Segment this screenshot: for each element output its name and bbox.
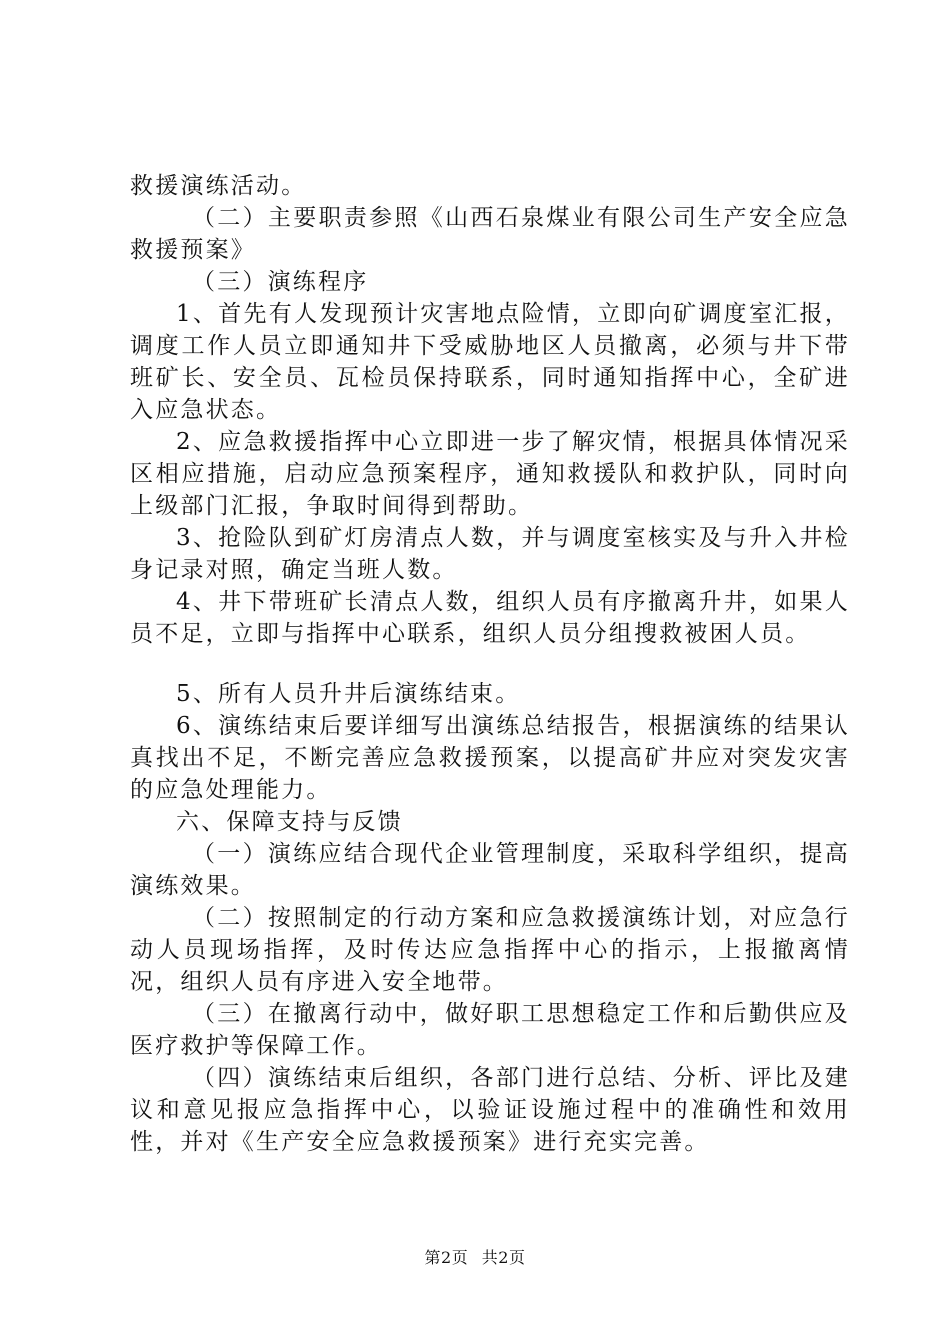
paragraph-step-4: 4、井下带班矿长清点人数，组织人员有序撤离升井，如果人员不足，立即与指挥中心联系，组织人员分组搜救被困人员。: [130, 589, 850, 647]
paragraph-continuation: 救援演练活动。: [130, 173, 307, 199]
page-number: 第2页: [424, 1248, 469, 1267]
paragraph-support-4: （四）演练结束后组织，各部门进行总结、分析、评比及建议和意见报应急指挥中心，以验证设施过程中的准确性和效用性，并对《生产安全应急救援预案》进行充实完善。: [130, 1065, 850, 1155]
paragraph-heading-procedure: （三）演练程序: [192, 269, 369, 295]
paragraph-step-1: 1、首先有人发现预计灾害地点险情，立即向矿调度室汇报，调度工作人员立即通知井下受威胁地区人员撤离，必须与井下带班矿长、安全员、瓦检员保持联系，同时通知指挥中心，全矿进入应急状态。: [130, 301, 850, 423]
page-footer: [0, 1245, 950, 1268]
paragraph-duties: （二）主要职责参照《山西石泉煤业有限公司生产安全应急救援预案》: [130, 205, 850, 263]
paragraph-support-2: （二）按照制定的行动方案和应急救援演练计划，对应急行动人员现场指挥，及时传达应急指挥中心的指示，上报撤离情况，组织人员有序进入安全地带。: [130, 905, 850, 995]
page-total: 共2页: [481, 1248, 526, 1267]
paragraph-support-3: （三）在撤离行动中，做好职工思想稳定工作和后勤供应及医疗救护等保障工作。: [130, 1001, 850, 1059]
paragraph-step-5: 5、所有人员升井后演练结束。: [176, 681, 521, 707]
paragraph-step-2: 2、应急救援指挥中心立即进一步了解灾情，根据具体情况采区相应措施，启动应急预案程序，通知救援队和救护队，同时向上级部门汇报，争取时间得到帮助。: [130, 429, 850, 519]
section-heading-support: 六、保障支持与反馈: [176, 809, 403, 835]
paragraph-step-6: 6、演练结束后要详细写出演练总结报告，根据演练的结果认真找出不足，不断完善应急救援预案，以提高矿井应对突发灾害的应急处理能力。: [130, 713, 850, 803]
paragraph-step-3: 3、抢险队到矿灯房清点人数，并与调度室核实及与升入井检身记录对照，确定当班人数。: [130, 525, 850, 583]
document-body: [130, 170, 850, 1158]
paragraph-support-1: （一）演练应结合现代企业管理制度，采取科学组织，提高演练效果。: [130, 841, 850, 899]
paragraph-gap: [130, 650, 850, 678]
